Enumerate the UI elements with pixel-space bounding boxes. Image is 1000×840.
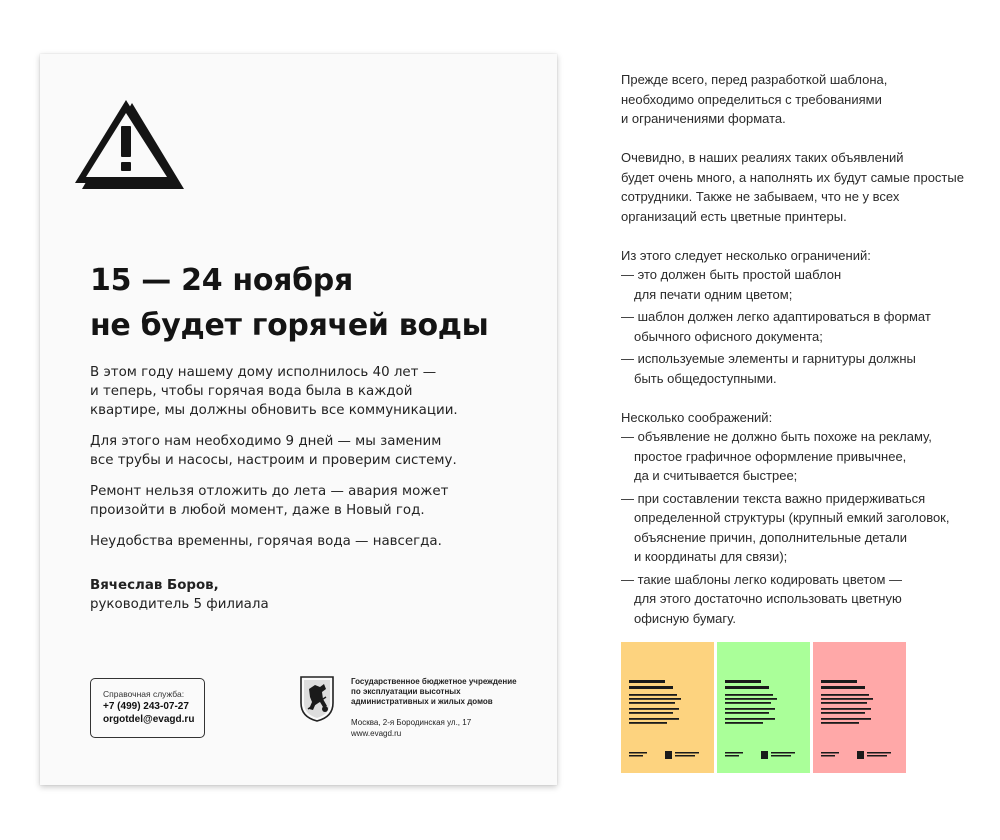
notes-line: и координаты для связи); <box>634 549 788 564</box>
notes-line: простое графичное оформление привычнее, <box>634 448 907 464</box>
body-line: все трубы и насосы, настроим и проверим систему. <box>90 453 457 468</box>
thumbnail-preview <box>717 642 810 773</box>
body-paragraph <box>90 532 530 551</box>
body-line: Неудобства временны, горячая вода — навсегда. <box>90 534 442 549</box>
body-paragraph <box>90 363 530 420</box>
notes-line: для этого достаточно использовать цветную <box>634 591 902 606</box>
signature-name: Вячеслав Боров, <box>90 578 219 593</box>
contact-box <box>90 678 205 738</box>
headline-message: не будет горячей воды <box>90 308 489 343</box>
notes-line: Прежде всего, перед разработкой шаблона, <box>621 72 888 87</box>
thoughts-title: Несколько соображений: <box>621 409 773 425</box>
body-line: квартире, мы должны обновить все коммуникации. <box>90 403 458 418</box>
notes-thoughts <box>621 408 991 629</box>
notes-intro <box>621 70 991 129</box>
org-website: www.evagd.ru <box>351 729 402 738</box>
notes-line: сотрудники. Также не забываем, что не у всех <box>621 189 900 204</box>
thumbnail-pink <box>813 642 906 773</box>
notes-line: обычного офисного документа; <box>634 328 823 344</box>
notes-line: — шаблон должен легко адаптироваться в формат <box>621 309 931 324</box>
thought-item <box>621 427 991 486</box>
notes-context <box>621 148 991 226</box>
constraints-title: Из этого следует несколько ограничений: <box>621 247 871 263</box>
notes-line: — используемые элементы и гарнитуры должны <box>621 351 916 366</box>
notes-line: — объявление не должно быть похоже на рекламу, <box>621 429 932 444</box>
body-paragraph <box>90 482 530 520</box>
contact-email: orgotdel@evagd.ru <box>103 714 195 725</box>
body-line: Ремонт нельзя отложить до лета — авария может <box>90 484 449 499</box>
notice-poster <box>40 54 557 785</box>
notes-line: — это должен быть простой шаблон <box>621 267 842 282</box>
body-paragraph <box>90 432 530 470</box>
moscow-coat-of-arms-icon <box>299 675 335 723</box>
thumbnail-preview <box>621 642 714 773</box>
notes-line: будет очень много, а наполнять их будут самые простые <box>621 169 964 185</box>
body-line: В этом году нашему дому исполнилось 40 лет — <box>90 365 437 380</box>
headline <box>90 258 530 348</box>
contact-phone: +7 (499) 243-07-27 <box>103 701 189 712</box>
signature <box>90 576 390 614</box>
design-notes <box>621 70 991 648</box>
contact-label: Справочная служба: <box>103 689 185 699</box>
headline-dates: 15 — 24 ноября <box>90 263 353 298</box>
thumbnail-preview <box>813 642 906 773</box>
notes-line: Очевидно, в наших реалиях таких объявлений <box>621 150 904 165</box>
poster-body <box>90 363 530 563</box>
thumbnail-orange <box>621 642 714 773</box>
signature-role: руководитель 5 филиала <box>90 597 269 612</box>
notes-line: — при составлении текста важно придерживаться <box>621 490 926 506</box>
thought-item <box>621 570 991 629</box>
thumbnail-green <box>717 642 810 773</box>
body-line: произойти в любой момент, даже в Новый год. <box>90 503 425 518</box>
notes-line: — такие шаблоны легко кодировать цветом — <box>621 571 903 587</box>
notes-line: объяснение причин, дополнительные детали <box>634 529 907 545</box>
constraint-item <box>621 265 991 304</box>
notes-line: необходимо определиться с требованиями <box>621 91 882 107</box>
notes-line: для печати одним цветом; <box>634 286 793 302</box>
org-address: Москва, 2-я Бородинская ул., 17 <box>351 718 472 727</box>
notes-line: офисную бумагу. <box>634 610 736 626</box>
notes-line: организаций есть цветные принтеры. <box>621 208 847 224</box>
notes-line: да и считывается быстрее; <box>634 468 798 483</box>
body-line: Для этого нам необходимо 9 дней — мы заменим <box>90 434 442 449</box>
constraint-item <box>621 307 991 346</box>
thought-item <box>621 489 991 567</box>
notes-line: быть общедоступными. <box>634 370 777 386</box>
org-name-line: по эксплуатации высотных <box>351 687 461 696</box>
org-name-line: Государственное бюджетное учреждение <box>351 677 517 686</box>
org-name-line: административных и жилых домов <box>351 697 493 706</box>
color-variants <box>621 642 906 773</box>
body-line: и теперь, чтобы горячая вода была в каждой <box>90 384 413 399</box>
notes-line: определенной структуры (крупный емкий заголовок, <box>634 510 950 525</box>
warning-triangle-icon <box>74 97 186 193</box>
organization-info <box>351 677 541 739</box>
constraint-item <box>621 349 991 388</box>
notes-constraints <box>621 246 991 389</box>
notes-line: и ограничениями формата. <box>621 111 786 126</box>
